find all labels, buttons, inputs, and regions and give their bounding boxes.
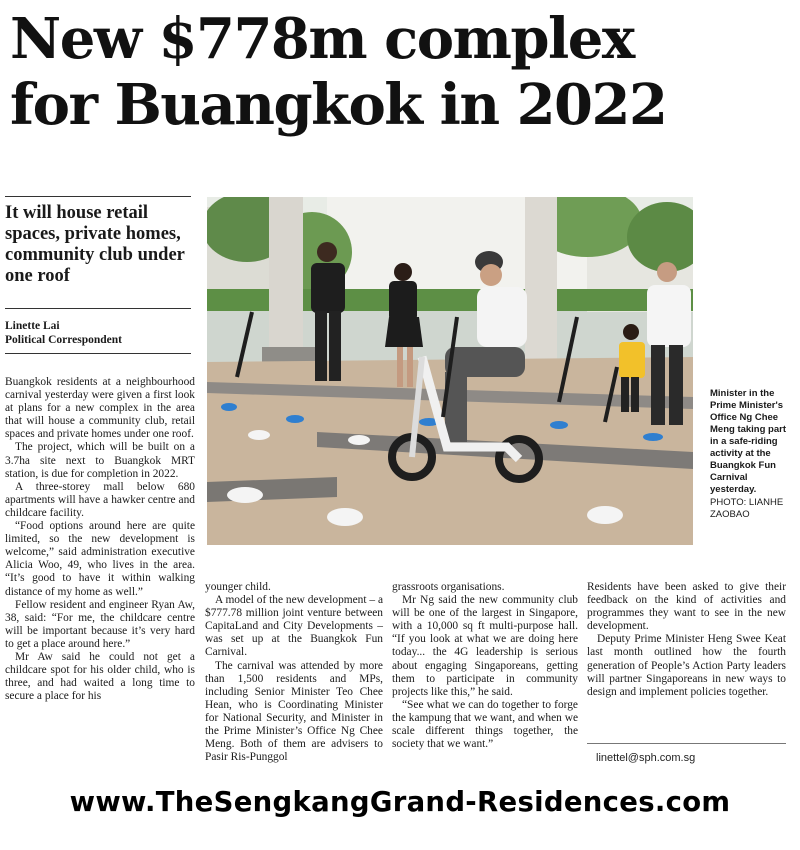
caption-text: Minister in the Prime Minister's Office Ng Chee Meng taking part in a safe-riding activity at the Buangkok Fun Carnival yesterday.: [710, 388, 787, 495]
paragraph: Fellow resident and engineer Ryan Aw, 38, said: “For me, the childcare centre will be important because it’s very hard to get a place around here.”: [5, 598, 195, 650]
news-photo: [207, 197, 693, 545]
photo-caption: [710, 388, 794, 521]
article-column-1: [5, 376, 195, 703]
email-divider: [587, 743, 786, 744]
byline-divider: [5, 353, 191, 354]
paragraph: Deputy Prime Minister Heng Swee Keat last month outlined how the fourth generation of People’s Action Party leaders will partner Singaporeans in new ways to design and implement policies together.: [587, 633, 786, 698]
paragraph: A model of the new development – a $777.78 million joint venture between CapitaLand and City Developments – was set up at the Buangkok Fun Carnival.: [205, 594, 383, 659]
byline: [5, 308, 191, 347]
headline-line-1: New $778m complex: [10, 6, 634, 72]
footer-website-url[interactable]: www.TheSengkangGrand-Residences.com: [69, 786, 731, 818]
photo-credit: PHOTO: LIANHE ZAOBAO: [710, 497, 784, 520]
paragraph: The project, which will be built on a 3.7ha site next to Buangkok MRT station, is due for completion in 2022.: [5, 441, 195, 480]
article-column-2: [205, 581, 383, 764]
headline-line-2: for Buangkok in 2022: [10, 72, 667, 138]
byline-role: Political Correspondent: [5, 334, 123, 346]
paragraph: A three-storey mall below 680 apartments will have a hawker centre and childcare facility.: [5, 480, 195, 519]
paragraph: The carnival was attended by more than 1,500 residents and MPs, including Senior Minister Teo Chee Hean, who is Coordinating Minister for National Security, and Minister in the Prime Minister’s Office Ng Chee Meng. Both of them are advisers to Pasir Ris-Punggol: [205, 659, 383, 764]
article-column-4: [587, 581, 786, 699]
author-email[interactable]: linettel@sph.com.sg: [596, 752, 696, 764]
headline: [10, 6, 790, 138]
paragraph: younger child.: [205, 581, 271, 593]
byline-name: Linette Lai: [5, 320, 60, 332]
paragraph: “See what we can do together to forge the kampung that we want, and when we scale different things together, the society that we want.”: [392, 698, 578, 751]
paragraph: Mr Aw said he could not get a childcare spot for his older child, who is three, and had waited a long time to secure a place for his: [5, 650, 195, 703]
paragraph: Mr Ng said the new community club will be one of the largest in Singapore, with a 10,000 sq ft multi-purpose hall. “If you look at what we are doing here today... the 4G leadership is serious about engaging Singaporeans, getting them to participate in community projects like this,” he said.: [392, 594, 578, 698]
paragraph: “Food options around here are quite limited, so the new development is welcome,” said administration executive Alicia Woo, 49, who lives in the area. “It’s good to have it within walking distance of my home as well.”: [5, 520, 195, 598]
subheadline: It will house retail spaces, private homes, community club under one roof: [5, 196, 191, 287]
article-column-3: [392, 581, 578, 751]
paragraph: Buangkok residents at a neighbourhood carnival yesterday were given a first look at plans for a new complex in the area that will house a community club, retail spaces and private homes under one roof.: [5, 376, 195, 441]
paragraph: Residents have been asked to give their feedback on the kind of activities and programmes they want to see in the new development.: [587, 581, 786, 633]
paragraph: grassroots organisations.: [392, 581, 505, 593]
